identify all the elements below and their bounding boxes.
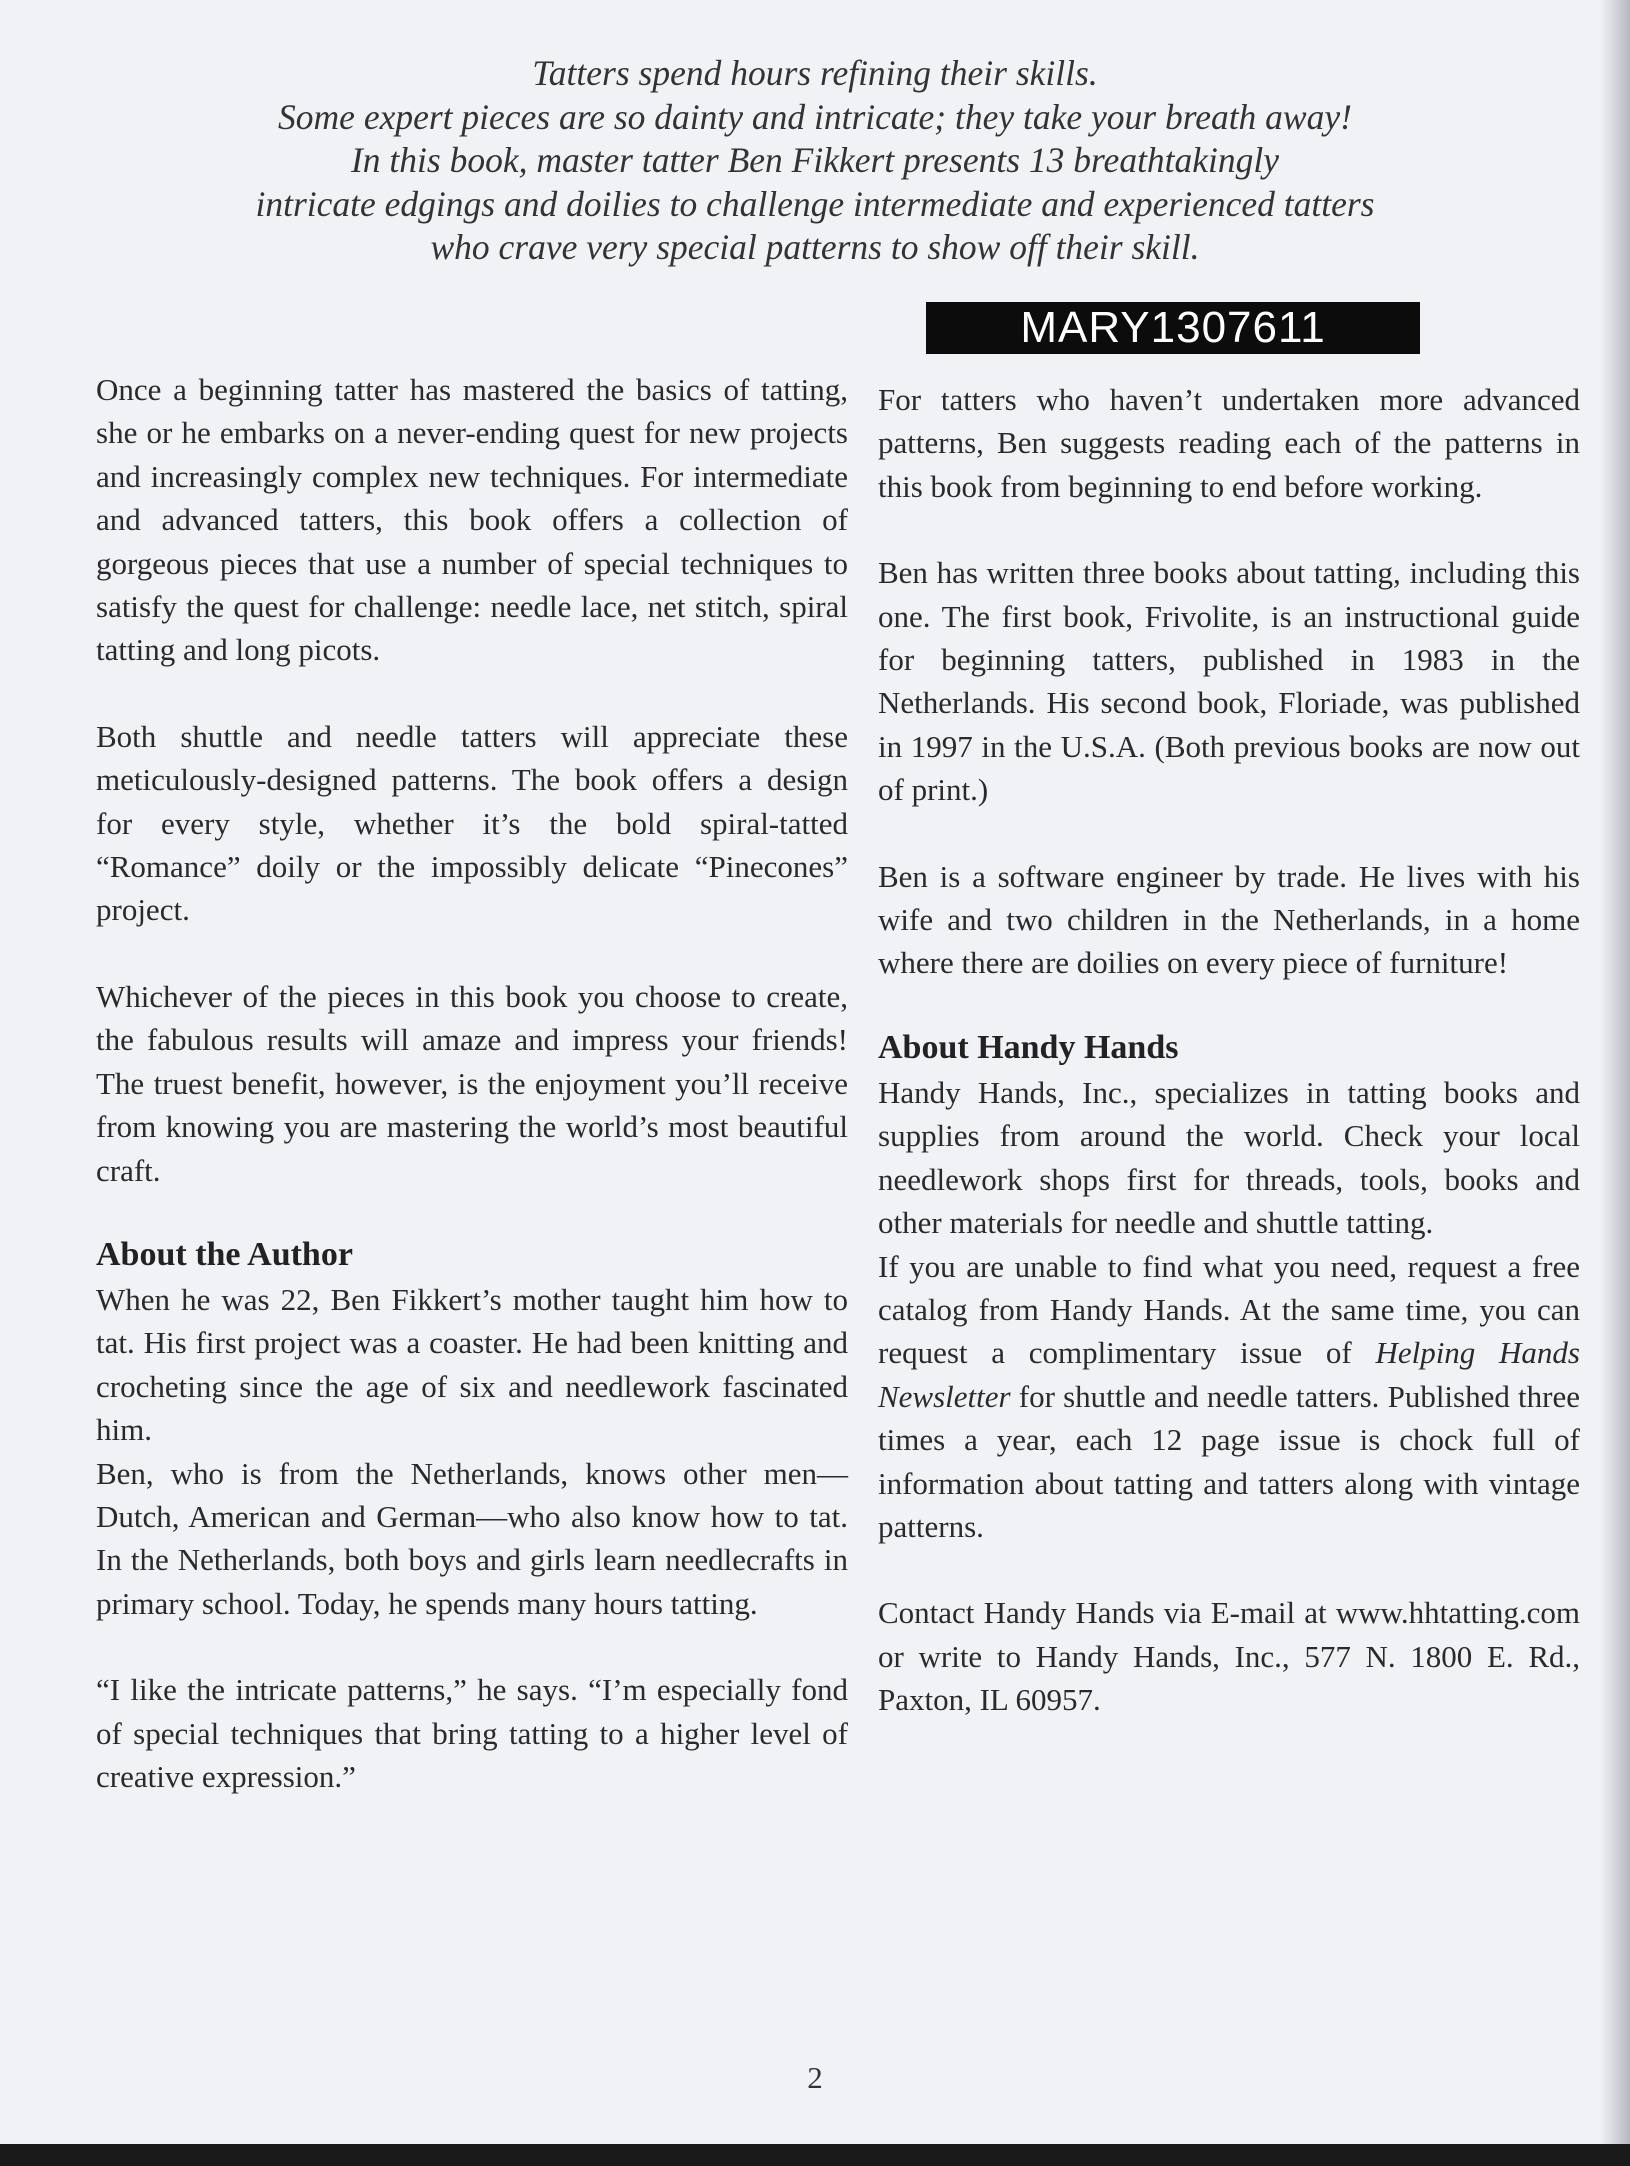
left-column xyxy=(96,368,848,1798)
handy-hands-paragraph: Handy Hands, Inc., specializes in tatting books and supplies from around the world. Check your local needlework shops first for threads, tools, books and other materials for needle and shuttle tatting. xyxy=(878,1074,1580,1241)
about-handy-hands-heading: About Handy Hands xyxy=(878,1028,1179,1066)
intro-line: Tatters spend hours refining their skills. xyxy=(532,53,1098,93)
author-quote: “I like the intricate patterns,” he says. “I’m especially fond of special techniques that bring tatting to a higher level of creative expression.” xyxy=(96,1672,848,1794)
page-edge-shadow xyxy=(1600,0,1630,2166)
patterns-paragraph: Both shuttle and needle tatters will appreciate these meticulously-designed patterns. The book offers a design for every style, whether it’s the bold spiral-tatted “Romance” doily or the impossibly delicate “Pinecones” project. xyxy=(96,718,848,928)
intro-paragraph: Once a beginning tatter has mastered the basics of tatting, she or he embarks on a never-ending quest for new projects and increasingly complex new techniques. For intermediate and advanced tatters, this book offers a collection of gorgeous pieces that use a number of special techniques to satisfy the quest for challenge: needle lace, net stitch, spiral tatting and long picots. xyxy=(96,372,848,668)
catalog-text: If you are unable to find what you need, request a free catalog from Handy Hands. At the same time, you can request a complimentary issue of xyxy=(878,1248,1580,1371)
intro-line: who crave very special patterns to show off their skill. xyxy=(430,227,1200,267)
advice-paragraph: For tatters who haven’t undertaken more advanced patterns, Ben suggests reading each of the patterns in this book from beginning to end before working. xyxy=(878,382,1580,504)
intro-blurb xyxy=(90,52,1540,270)
benefit-paragraph: Whichever of the pieces in this book you choose to create, the fabulous results will amaze and impress your friends! The truest benefit, however, is the enjoyment you’ll receive from knowing you are mastering the world’s most beautiful craft. xyxy=(96,978,848,1188)
intro-line: intricate edgings and doilies to challenge intermediate and experienced tatters xyxy=(255,183,1375,224)
contact-paragraph: Contact Handy Hands via E-mail at www.hhtatting.com or write to Handy Hands, Inc., 577 N. 1800 E. Rd., Paxton, IL 60957. xyxy=(878,1595,1580,1718)
intro-line: In this book, master tatter Ben Fikkert presents 13 breathtakingly xyxy=(350,140,1280,180)
author-paragraph: Ben, who is from the Netherlands, knows other men—Dutch, American and German—who also know how to tat. In the Netherlands, both boys and girls learn needlecrafts in primary school. Today, he spends many hours tatting. xyxy=(96,1455,848,1621)
author-paragraph: When he was 22, Ben Fikkert’s mother taught him how to tat. His first project was a coaster. He had been knitting and crocheting since the age of six and needlework fascinated him. xyxy=(96,1281,848,1448)
bio-paragraph: Ben is a software engineer by trade. He lives with his wife and two children in the Netherlands, in a home where there are doilies on every piece of furniture! xyxy=(878,858,1580,981)
books-paragraph: Ben has written three books about tatting, including this one. The first book, Frivolite, is an instructional guide for beginning tatters, published in 1983 in the Netherlands. His second book, Floriade, was published in 1997 in the U.S.A. (Both previous books are now out of print.) xyxy=(878,555,1580,808)
scan-bottom-bar xyxy=(0,2144,1630,2166)
catalog-paragraph xyxy=(878,1245,1580,1549)
catalog-code-label: MARY1307611 xyxy=(926,302,1420,354)
newsletter-title: Helping Hands Newsletter xyxy=(878,1335,1580,1414)
about-author-heading: About the Author xyxy=(96,1235,353,1273)
intro-line: Some expert pieces are so dainty and intricate; they take your breath away! xyxy=(278,96,1352,137)
right-column xyxy=(878,378,1580,1722)
page-number: 2 xyxy=(807,2060,823,2095)
catalog-text: for shuttle and needle tatters. Published three times a year, each 12 page issue is chock full of information about tatting and tatters along with vintage patterns. xyxy=(878,1378,1580,1544)
